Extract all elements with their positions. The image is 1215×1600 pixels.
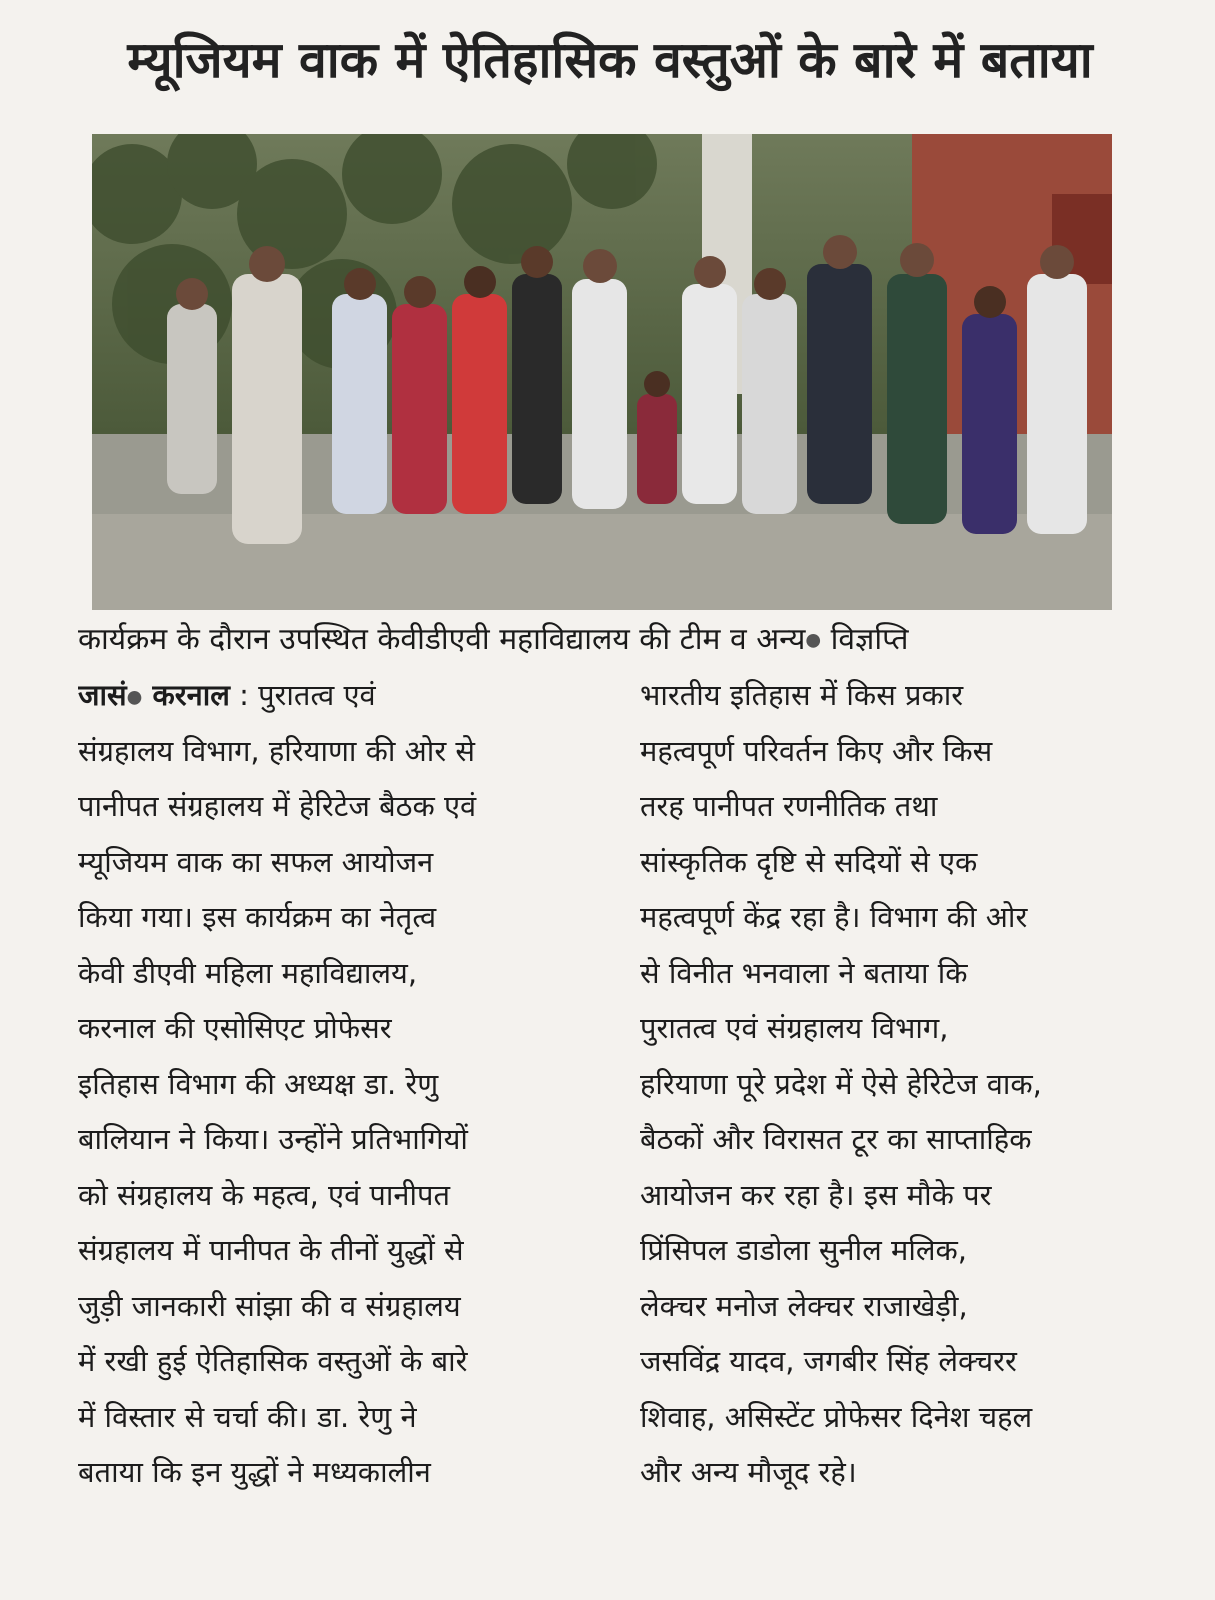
article-line: शिवाह, असिस्टेंट प्रोफेसर दिनेश चहल xyxy=(640,1399,1033,1434)
article-line: भारतीय इतिहास में किस प्रकार xyxy=(640,678,964,712)
article-line: बालियान ने किया। उन्होंने प्रतिभागियों xyxy=(78,1122,468,1156)
article-line: बताया कि इन युद्धों ने मध्यकालीन xyxy=(78,1455,431,1489)
article-line: किया गया। इस कार्यक्रम का नेतृत्व xyxy=(78,900,437,934)
article-left-column xyxy=(78,668,598,1501)
article-line: आयोजन कर रहा है। इस मौके पर xyxy=(640,1177,992,1212)
article-line: प्रिंसिपल डाडोला सुनील मलिक, xyxy=(640,1233,968,1267)
article-line: महत्वपूर्ण केंद्र रहा है। विभाग की ओर xyxy=(640,900,1028,934)
dateline-source: जासं xyxy=(78,678,127,712)
photo-caption xyxy=(78,612,1158,668)
article-line: लेक्चर मनोज लेक्चर राजाखेड़ी, xyxy=(640,1288,968,1323)
article-line: जसविंद्र यादव, जगबीर सिंह लेक्चरर xyxy=(640,1344,1017,1378)
article-line-text: : पुरातत्व एवं xyxy=(239,678,376,712)
article-line: संग्रहालय विभाग, हरियाणा की ओर से xyxy=(78,733,476,768)
article-line: केवी डीएवी महिला महाविद्यालय, xyxy=(78,955,418,990)
article-line: करनाल की एसोसिएट प्रोफेसर xyxy=(78,1011,392,1045)
article-line: में रखी हुई ऐतिहासिक वस्तुओं के बारे xyxy=(78,1344,468,1378)
article-line xyxy=(78,668,598,724)
article-line: में विस्तार से चर्चा की। डा. रेणु ने xyxy=(78,1399,417,1434)
article-line: म्यूजियम वाक का सफल आयोजन xyxy=(78,844,434,879)
article-line: तरह पानीपत रणनीतिक तथा xyxy=(640,789,938,823)
article-line: पुरातत्व एवं संग्रहालय विभाग, xyxy=(640,1011,949,1045)
article-line: सांस्कृतिक दृष्टि से सदियों से एक xyxy=(640,844,978,879)
dateline xyxy=(78,678,230,712)
article-line: को संग्रहालय के महत्व, एवं पानीपत xyxy=(78,1177,451,1212)
headline: म्यूजियम वाक में ऐतिहासिक वस्तुओं के बारे में बताया xyxy=(127,31,1093,89)
article-line: हरियाणा पूरे प्रदेश में ऐसे हेरिटेज वाक, xyxy=(640,1066,1042,1101)
article-line: संग्रहालय में पानीपत के तीनों युद्धों से xyxy=(78,1233,464,1267)
caption-text: कार्यक्रम के दौरान उपस्थित केवीडीएवी महाविद्यालय की टीम व अन्य xyxy=(78,622,806,657)
article-line: इतिहास विभाग की अध्यक्ष डा. रेणु xyxy=(78,1066,439,1101)
dateline-place: करनाल xyxy=(152,678,230,712)
article-line: महत्वपूर्ण परिवर्तन किए और किस xyxy=(640,733,993,768)
group-photo xyxy=(92,134,1112,610)
dateline-bullet: ● xyxy=(126,686,143,708)
photo-credit: विज्ञप्ति xyxy=(830,622,909,657)
article-line: और अन्य मौजूद रहे। xyxy=(640,1455,857,1489)
caption-bullet: ● xyxy=(805,629,822,651)
article-line: जुड़ी जानकारी सांझा की व संग्रहालय xyxy=(78,1288,461,1323)
article-right-column xyxy=(640,668,1140,1501)
article-line: पानीपत संग्रहालय में हेरिटेज बैठक एवं xyxy=(78,789,477,823)
article-line: बैठकों और विरासत टूर का साप्ताहिक xyxy=(640,1122,1032,1156)
article-line: से विनीत भनवाला ने बताया कि xyxy=(640,955,968,990)
